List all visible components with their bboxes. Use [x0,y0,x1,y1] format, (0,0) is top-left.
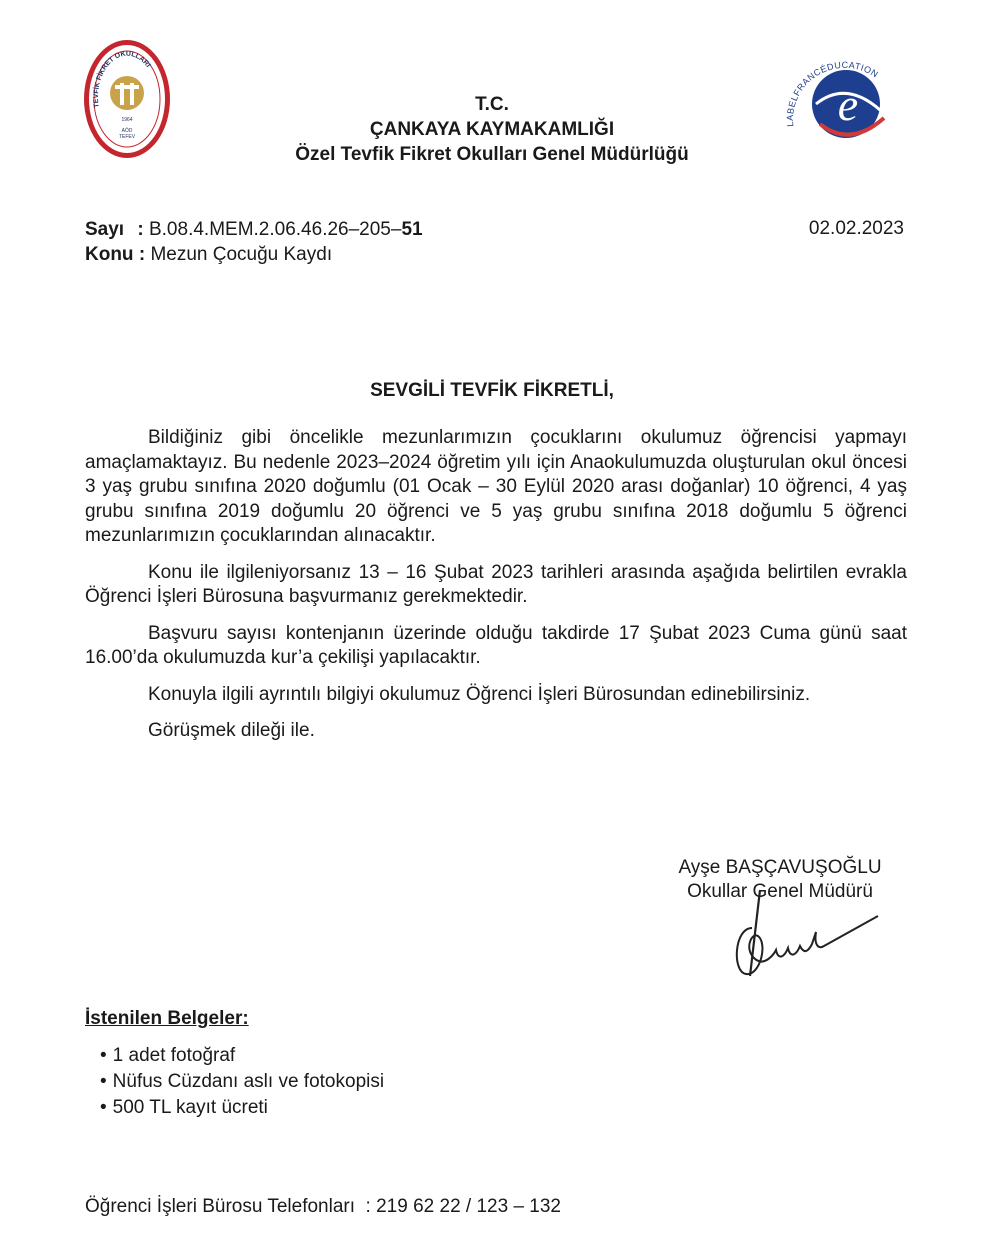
label-ring-text: LABELFRANCÉDUCATION [784,59,881,128]
konu-sep: : [138,244,146,265]
logo-sub1: AÖD [121,128,133,134]
documents-title: İstenilen Belgeler: [85,1008,249,1029]
signer-name: Ayşe BAŞÇAVUŞOĞLU [678,857,882,878]
signer-title: Okullar Genel Müdürü [687,881,873,902]
list-item: • 500 TL kayıt ücreti [100,1095,384,1121]
konu-line [85,243,332,267]
list-item: • 1 adet fotoğraf [100,1043,384,1069]
sayi-value-bold: 51 [401,219,423,240]
sayi-label: Sayı [85,219,125,240]
handwritten-signature [728,888,888,980]
konu-label: Konu [85,244,134,265]
paragraph: Başvuru sayısı kontenjanın üzerinde olduğu takdirde 17 Şubat 2023 Cuma günü saat 16.00’da okulumuzda kur’a çekilişi yapılacaktır. [85,622,907,668]
phone-line: Öğrenci İşleri Bürosu Telefonları : 219 62 22 / 123 – 132 [85,1196,562,1217]
logo-ring-text: TEVFİK FİKRET OKULLARI [92,50,152,109]
documents-list [100,1043,384,1121]
logo-year: 1964 [121,117,133,123]
sayi-line [85,218,423,242]
header-tc: T.C. [475,94,509,115]
list-item: • Nüfus Cüzdanı aslı ve fotokopisi [100,1069,384,1095]
letter-body [85,426,907,756]
svg-text:e: e [837,79,859,130]
paragraph: Bildiğiniz gibi öncelikle mezunlarımızın çocuklarını okulumuz öğrencisi yapmayı amaçlamaktayız. Bu nedenle 2023–2024 öğretim yılı için Anaokulumuzda oluşturulan okul öncesi 3 yaş grubu sınıfına 2020 doğumlu (01 Ocak – 30 Eylül 2020 arası doğanlar) 10 öğrenci, 4 yaş grubu sınıfına 2019 doğumlu 20 öğrenci ve 5 yaş grubu sınıfına 2018 doğumlu 5 öğrenci mezunlarımızın çocuklarından alınacaktır. [85,427,907,546]
document-date: 02.02.2023 [808,218,904,239]
header-mudurluk: Özel Tevfik Fikret Okulları Genel Müdürlüğü [295,144,689,165]
logo-sub2: TEFEV [118,134,136,140]
header-kaymakamlik: ÇANKAYA KAYMAKAMLIĞI [369,119,615,140]
salutation: SEVGİLİ TEVFİK FİKRETLİ, [370,380,614,401]
sayi-sep: : [137,219,144,240]
konu-value: Mezun Çocuğu Kaydı [150,244,333,265]
sayi-value: B.08.4.MEM.2.06.46.26–205– [148,219,402,240]
paragraph: Konu ile ilgileniyorsanız 13 – 16 Şubat 2023 tarihleri arasında aşağıda belirtilen evrakla Öğrenci İşleri Bürosuna başvurmanız gerekmektedir. [85,561,907,607]
paragraph: Görüşmek dileği ile. [148,720,315,741]
paragraph: Konuyla ilgili ayrıntılı bilgiyi okulumuz Öğrenci İşleri Bürosundan edinebilirsiniz. [148,683,811,705]
